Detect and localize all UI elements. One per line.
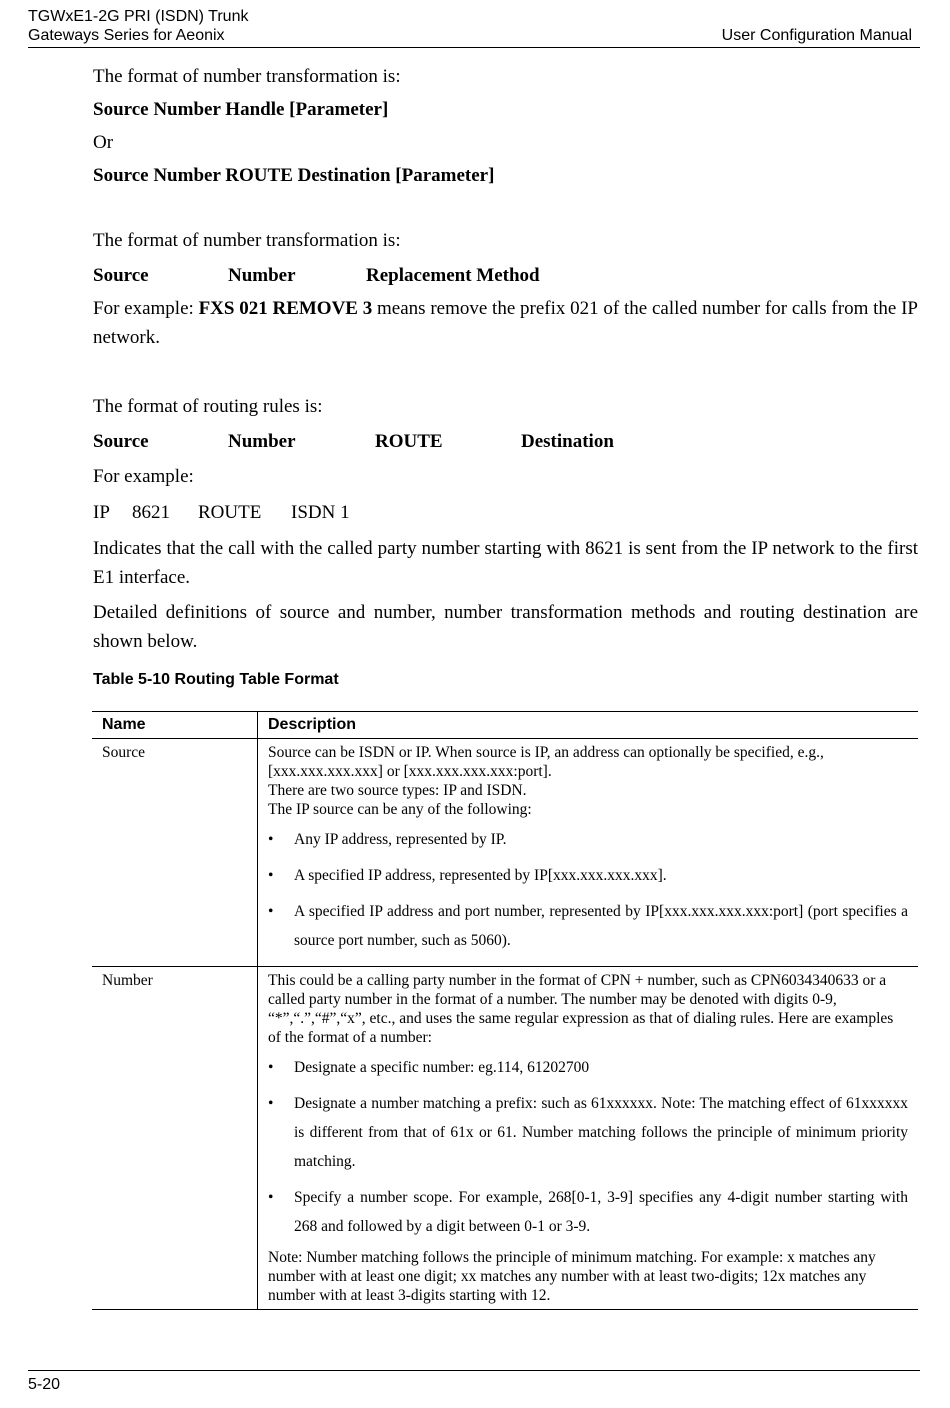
example-col: ROUTE (198, 502, 262, 523)
row-name: Number (92, 967, 258, 1310)
paragraph: The format of number transformation is: (93, 66, 401, 87)
table-row (92, 739, 918, 967)
format-columns (93, 427, 918, 456)
format-col: ROUTE (375, 431, 443, 452)
bullet-item: • Designate a number matching a prefix: such as 61xxxxxx. Note: The matching effect of 61xxxxxx is different from that of 61x or 61. Number matching follows the principle of minimum priority matching. (268, 1089, 908, 1176)
format-columns (93, 261, 918, 290)
format-line: Source Number ROUTE Destination [Parameter] (93, 165, 495, 186)
example-prefix: For example: (93, 298, 199, 319)
column-header-name: Name (92, 712, 258, 739)
row-name: Source (92, 739, 258, 967)
paragraph: Indicates that the call with the called party number starting with 8621 is sent from the IP network to the first E1 interface. (93, 538, 918, 588)
paragraph: The format of routing rules is: (93, 396, 323, 417)
example-col: ISDN 1 (291, 502, 350, 523)
table-header-row (92, 712, 918, 739)
format-col: Source (93, 265, 149, 286)
bullet-list (268, 825, 908, 955)
header-manual-title: User Configuration Manual (721, 27, 912, 44)
table-row (92, 967, 918, 1310)
bullet-item: • A specified IP address, represented by IP[xxx.xxx.xxx.xxx]. (268, 861, 908, 890)
routing-table (92, 711, 918, 1310)
format-col: Number (228, 265, 296, 286)
example-columns (93, 498, 918, 527)
description-note: Note: Number matching follows the principle of minimum matching. For example: x matches any number with at least one digit; xx matches any number with at least two-digits; 12x matches any number with at least 3-digits starting with 12. (268, 1249, 876, 1304)
example-col: 8621 (132, 502, 170, 523)
page-number: 5-20 (28, 1376, 61, 1393)
bullet-item: • Specify a number scope. For example, 268[0-1, 3-9] specifies any 4-digit number starting with 268 and followed by a digit between 0-1 or 3-9. (268, 1183, 908, 1241)
header-product-title: TGWxE1-2G PRI (ISDN) Trunk (28, 8, 249, 25)
example-paragraph (93, 294, 918, 352)
bullet-list (268, 1053, 908, 1241)
row-description (258, 739, 919, 967)
format-col: Destination (521, 431, 614, 452)
example-command: FXS 021 REMOVE 3 (198, 298, 373, 319)
example-explanation: means remove the prefix 021 of the called number for calls from the IP network. (93, 298, 918, 348)
format-col: Number (228, 431, 296, 452)
description-line: The IP source can be any of the following: (268, 801, 532, 818)
description-line: Source can be ISDN or IP. When source is IP, an address can optionally be specified, e.g., [xxx.xxx.xxx.xxx] or [xxx.xxx.xxx.xxx:port]. (268, 744, 824, 780)
bullet-item: • A specified IP address and port number, represented by IP[xxx.xxx.xxx.xxx:port] (port specifies a source port number, such as 5060). (268, 897, 908, 955)
page-header (28, 6, 920, 48)
description-line: This could be a calling party number in the format of CPN + number, such as CPN6034340633 or a called party number in the format of a number. The number may be denoted with digits 0-9, “*”,“.”,“#”,“x”, etc., and uses the same regular expression as that of dialing rules. Here are examples of the format of a number: (268, 972, 894, 1046)
row-description (258, 967, 919, 1310)
body-content (93, 60, 918, 706)
column-header-description: Description (258, 712, 919, 739)
paragraph: Or (93, 132, 114, 153)
header-series-title: Gateways Series for Aeonix (28, 27, 225, 44)
bullet-item: • Any IP address, represented by IP. (268, 825, 908, 854)
format-col: Replacement Method (366, 265, 540, 286)
paragraph: For example: (93, 466, 194, 487)
bullet-item: • Designate a specific number: eg.114, 61202700 (268, 1053, 908, 1082)
paragraph: The format of number transformation is: (93, 230, 401, 251)
format-line: Source Number Handle [Parameter] (93, 99, 389, 120)
paragraph: Detailed definitions of source and number, number transformation methods and routing destination are shown below. (93, 602, 918, 652)
example-col: IP (93, 502, 110, 523)
format-col: Source (93, 431, 149, 452)
table-caption: Table 5-10 Routing Table Format (93, 671, 339, 688)
page-footer (28, 1370, 920, 1394)
description-line: There are two source types: IP and ISDN. (268, 782, 527, 799)
